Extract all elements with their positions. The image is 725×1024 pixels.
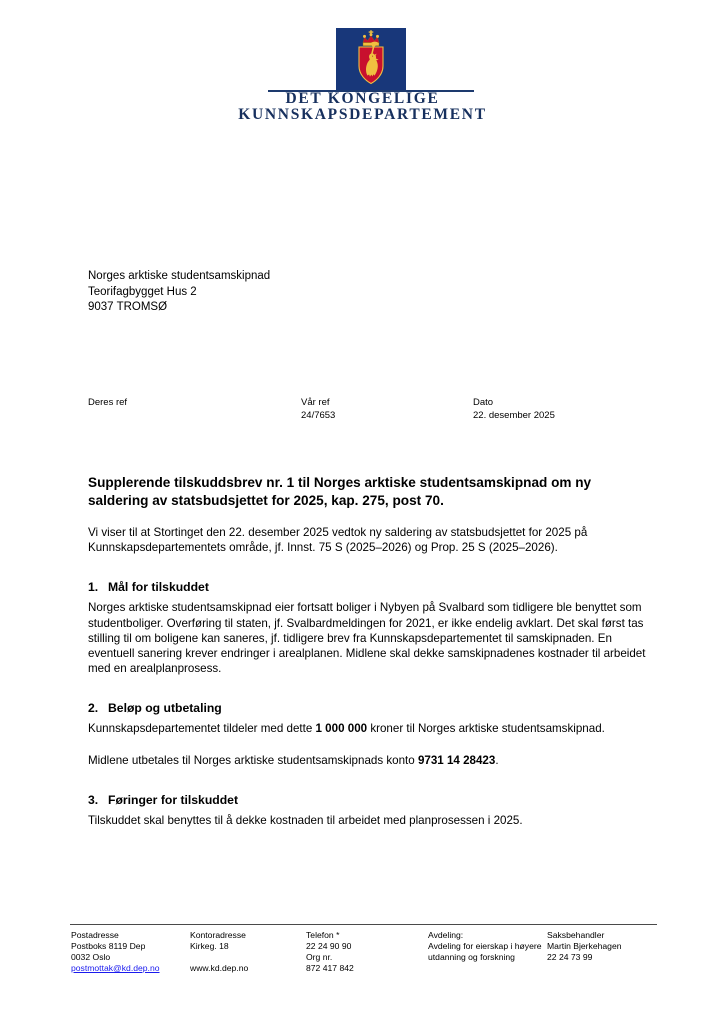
section-2-body-allocation [88, 721, 650, 736]
allocation-text-after: kroner til Norges arktiske studentsamskipnad. [367, 722, 605, 736]
section-3-title: Føringer for tilskuddet [108, 792, 239, 807]
account-number: 9731 14 28423 [417, 753, 496, 767]
recipient-street: Teorifagbygget Hus 2 [88, 285, 197, 298]
letterhead [0, 0, 725, 130]
dato-value: 22. desember 2025 [473, 410, 555, 421]
footer-postal-city: 0032 Oslo [71, 951, 111, 962]
footer-caseworker-column [547, 930, 657, 963]
footer-office-address-column [190, 930, 305, 974]
footer-website: www.kd.dep.no [190, 962, 249, 973]
footer-divider [70, 924, 657, 925]
letterhead-line-1: DET KONGELIGE [285, 90, 440, 107]
section-1-heading [88, 579, 650, 595]
footer-caseworker-phone: 22 24 73 99 [547, 951, 593, 962]
footer-phone-label: Telefon * [306, 930, 340, 940]
section-3-heading [88, 792, 650, 808]
footer-department-column [428, 930, 546, 963]
document-body [88, 474, 650, 828]
letterhead-line-2: KUNNSKAPSDEPARTEMENT [238, 106, 487, 123]
dato-label: Dato [473, 397, 494, 408]
section-1-number: 1. [88, 580, 99, 595]
page-title: Supplerende tilskuddsbrev nr. 1 til Norges arktiske studentsamskipnad om ny saldering av statsbudsjettet for 2025, kap. 275, post 70. [88, 475, 592, 508]
deres-ref-label: Deres ref [88, 397, 128, 408]
footer-department-name: Avdeling for eierskap i høyere utdanning og forskning [428, 940, 542, 962]
account-text-before: Midlene utbetales til Norges arktiske studentsamskipnads konto [88, 753, 418, 767]
footer-phone-column [306, 930, 426, 974]
section-2-number: 2. [88, 701, 99, 716]
section-2-body-account [88, 753, 650, 768]
footer-email-link[interactable]: postmottak@kd.dep.no [71, 962, 160, 973]
footer-org-label: Org nr. [306, 951, 333, 962]
recipient-postal-city: 9037 TROMSØ [88, 301, 168, 313]
page-footer [70, 924, 657, 982]
var-ref-value: 24/7653 [301, 410, 336, 421]
section-1-body: Norges arktiske studentsamskipnad eier fortsatt boliger i Nybyen på Svalbard som tidligere ble benyttet som studentboliger. Overføring til staten, jf. Svalbardmeldingen for 2021, er ikke endelig avklart. Det skal først tas stilling til om boligene kan saneres, jf. tidligere brev fra Kunnskapsdepartementet til samskipnaden. En eventuell sanering krever endringer i arealplanen. Midlene skal dekke samskipnadenes kostnader til arbeidet med en arealplanprosess. [88, 601, 646, 676]
footer-postal-box: Postboks 8119 Dep [71, 940, 146, 951]
allocation-text-before: Kunnskapsdepartementet tildeler med dette [88, 722, 316, 736]
section-2-title: Beløp og utbetaling [108, 701, 222, 716]
footer-department-label: Avdeling: [428, 930, 464, 940]
var-ref-label: Vår ref [301, 397, 330, 408]
section-3-number: 3. [88, 792, 99, 807]
recipient-address-block [88, 269, 270, 316]
footer-phone-number: 22 24 90 90 [306, 940, 352, 951]
norwegian-coat-of-arms-icon [336, 28, 406, 90]
section-2-heading [88, 700, 650, 716]
account-text-after: . [495, 753, 499, 767]
recipient-name: Norges arktiske studentsamskipnad [88, 270, 271, 282]
section-3-body: Tilskuddet skal benyttes til å dekke kostnaden til arbeidet med planprosessen i 2025. [88, 813, 523, 827]
footer-postal-address-column [71, 930, 189, 974]
footer-office-label: Kontoradresse [190, 930, 246, 940]
footer-org-number: 872 417 842 [306, 962, 354, 973]
footer-postal-label: Postadresse [71, 930, 119, 940]
footer-caseworker-label: Saksbehandler [547, 930, 605, 940]
section-1-title: Mål for tilskuddet [108, 580, 209, 595]
reference-row [88, 396, 648, 428]
intro-paragraph: Vi viser til at Stortinget den 22. desember 2025 vedtok ny saldering av statsbudsjettet for 2025 på Kunnskapsdepartementets område, jf. Innst. 75 S (2025–2026) og Prop. 25 S (2025–2026). [88, 526, 588, 555]
allocation-amount: 1 000 000 [315, 722, 368, 736]
footer-caseworker-name: Martin Bjerkehagen [547, 940, 622, 951]
footer-office-spacer [190, 952, 305, 963]
dato-column [473, 396, 555, 422]
var-ref-column [301, 396, 335, 422]
footer-office-street: Kirkeg. 18 [190, 940, 229, 951]
deres-ref-column [88, 396, 127, 409]
